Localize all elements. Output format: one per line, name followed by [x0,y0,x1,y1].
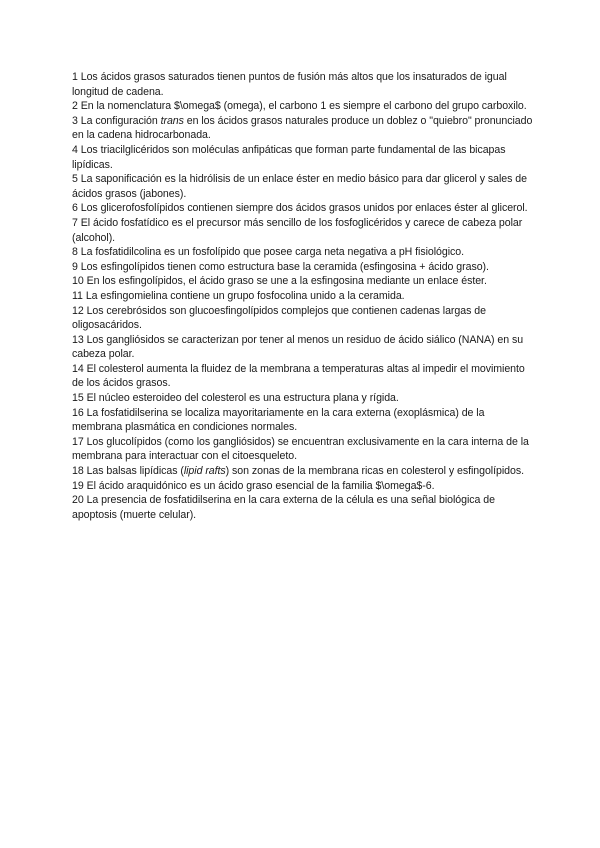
statement-item [72,479,534,494]
statement-number: 2 [72,100,78,113]
statement-number: 19 [72,479,84,492]
statement-text: En los esfingolípidos, el ácido graso se une a la esfingosina mediante un enlace éster. [86,275,487,288]
statement-italic-term: trans [160,114,184,127]
statement-number: 3 [72,114,78,127]
statement-number: 1 [72,71,78,83]
statement-text: La configuración [80,114,161,127]
statement-text: En la nomenclatura $\omega$ (omega), el carbono 1 es siempre el carbono del grupo carboxilo. [80,100,527,113]
statement-number: 7 [72,216,78,229]
statement-text: La esfingomielina contiene un grupo fosfocolina unido a la ceramida. [85,289,405,302]
statement-number: 12 [72,304,84,317]
statement-list [72,70,534,522]
statement-text: La saponificación es la hidrólisis de un enlace éster en medio básico para dar glicerol y sales de ácidos grasos (jabones). [72,173,527,200]
statement-item [72,201,534,216]
statement-text: El ácido fosfatídico es el precursor más sencillo de los fosfoglicéridos y carece de cabeza polar (alcohol). [72,216,523,244]
statement-item [72,493,534,522]
statement-item [72,70,534,99]
statement-text: en los ácidos grasos naturales produce un doblez o "quiebro" pronunciado en la cadena hidrocarbonada. [72,114,533,142]
statement-italic-term: lipid rafts [183,465,226,478]
statement-number: 13 [72,333,84,346]
statement-text: El núcleo esteroideo del colesterol es una estructura plana y rígida. [86,392,399,405]
statement-text: Los glucolípidos (como los gangliósidos) se encuentran exclusivamente en la cara interna de la membrana para interactuar con el citoesqueleto. [72,435,529,463]
statement-item [72,274,534,289]
statement-item [72,99,534,114]
statement-item [72,435,534,464]
statement-item [72,114,534,143]
statement-item [72,333,534,362]
statement-text: La presencia de fosfatidilserina en la cara externa de la célula es una señal biológica de apoptosis (muerte celular). [72,494,495,521]
statement-number: 20 [72,494,84,507]
statement-number: 15 [72,392,84,405]
statement-number: 17 [72,435,84,448]
statement-item [72,464,534,479]
statement-item [72,406,534,435]
statement-text: Los gangliósidos se caracterizan por tener al menos un residuo de ácido siálico (NANA) en su cabeza polar. [72,333,524,361]
statement-item [72,245,534,260]
statement-text: El colesterol aumenta la fluidez de la membrana a temperaturas altas al impedir el movimiento de los ácidos grasos. [72,362,525,390]
statement-text: Los triacilglicéridos son moléculas anfipáticas que forman parte fundamental de las bicapas lipídicas. [72,143,506,171]
statement-text: El ácido araquidónico es un ácido graso esencial de la familia $\omega$-6. [86,479,435,492]
statement-text: Los cerebrósidos son glucoesfingolípidos complejos que contienen cadenas largas de oligosacáridos. [72,304,486,332]
statement-text: Los esfingolípidos tienen como estructura base la ceramida (esfingosina + ácido graso). [80,260,489,273]
statement-item [72,391,534,406]
statement-text: La fosfatidilcolina es un fosfolípido que posee carga neta negativa a pH fisiológico. [80,246,465,259]
statement-item [72,143,534,172]
statement-text: La fosfatidilserina se localiza mayoritariamente en la cara externa (exoplásmica) de la membrana plasmática en condiciones normales. [72,406,485,434]
statement-text: ) son zonas de la membrana ricas en colesterol y esfingolípidos. [225,465,524,478]
statement-number: 18 [72,465,84,478]
statement-number: 16 [72,406,84,419]
statement-text: Los ácidos grasos saturados tienen puntos de fusión más altos que los insaturados de igual longitud de cadena. [72,71,507,98]
statement-number: 11 [72,289,83,302]
statement-number: 5 [72,173,78,186]
statement-item [72,304,534,333]
statement-text: Las balsas lipídicas ( [86,465,184,478]
statement-item [72,260,534,275]
statement-number: 4 [72,143,78,156]
statement-item [72,289,534,304]
statement-item [72,172,534,201]
statement-number: 14 [72,362,84,375]
statement-item [72,362,534,391]
statement-number: 10 [72,275,84,288]
statement-number: 8 [72,246,78,259]
statement-text: Los glicerofosfolípidos contienen siempre dos ácidos grasos unidos por enlaces éster al glicerol. [80,202,528,215]
statement-number: 6 [72,202,78,215]
statement-number: 9 [72,260,78,273]
statement-item [72,216,534,245]
